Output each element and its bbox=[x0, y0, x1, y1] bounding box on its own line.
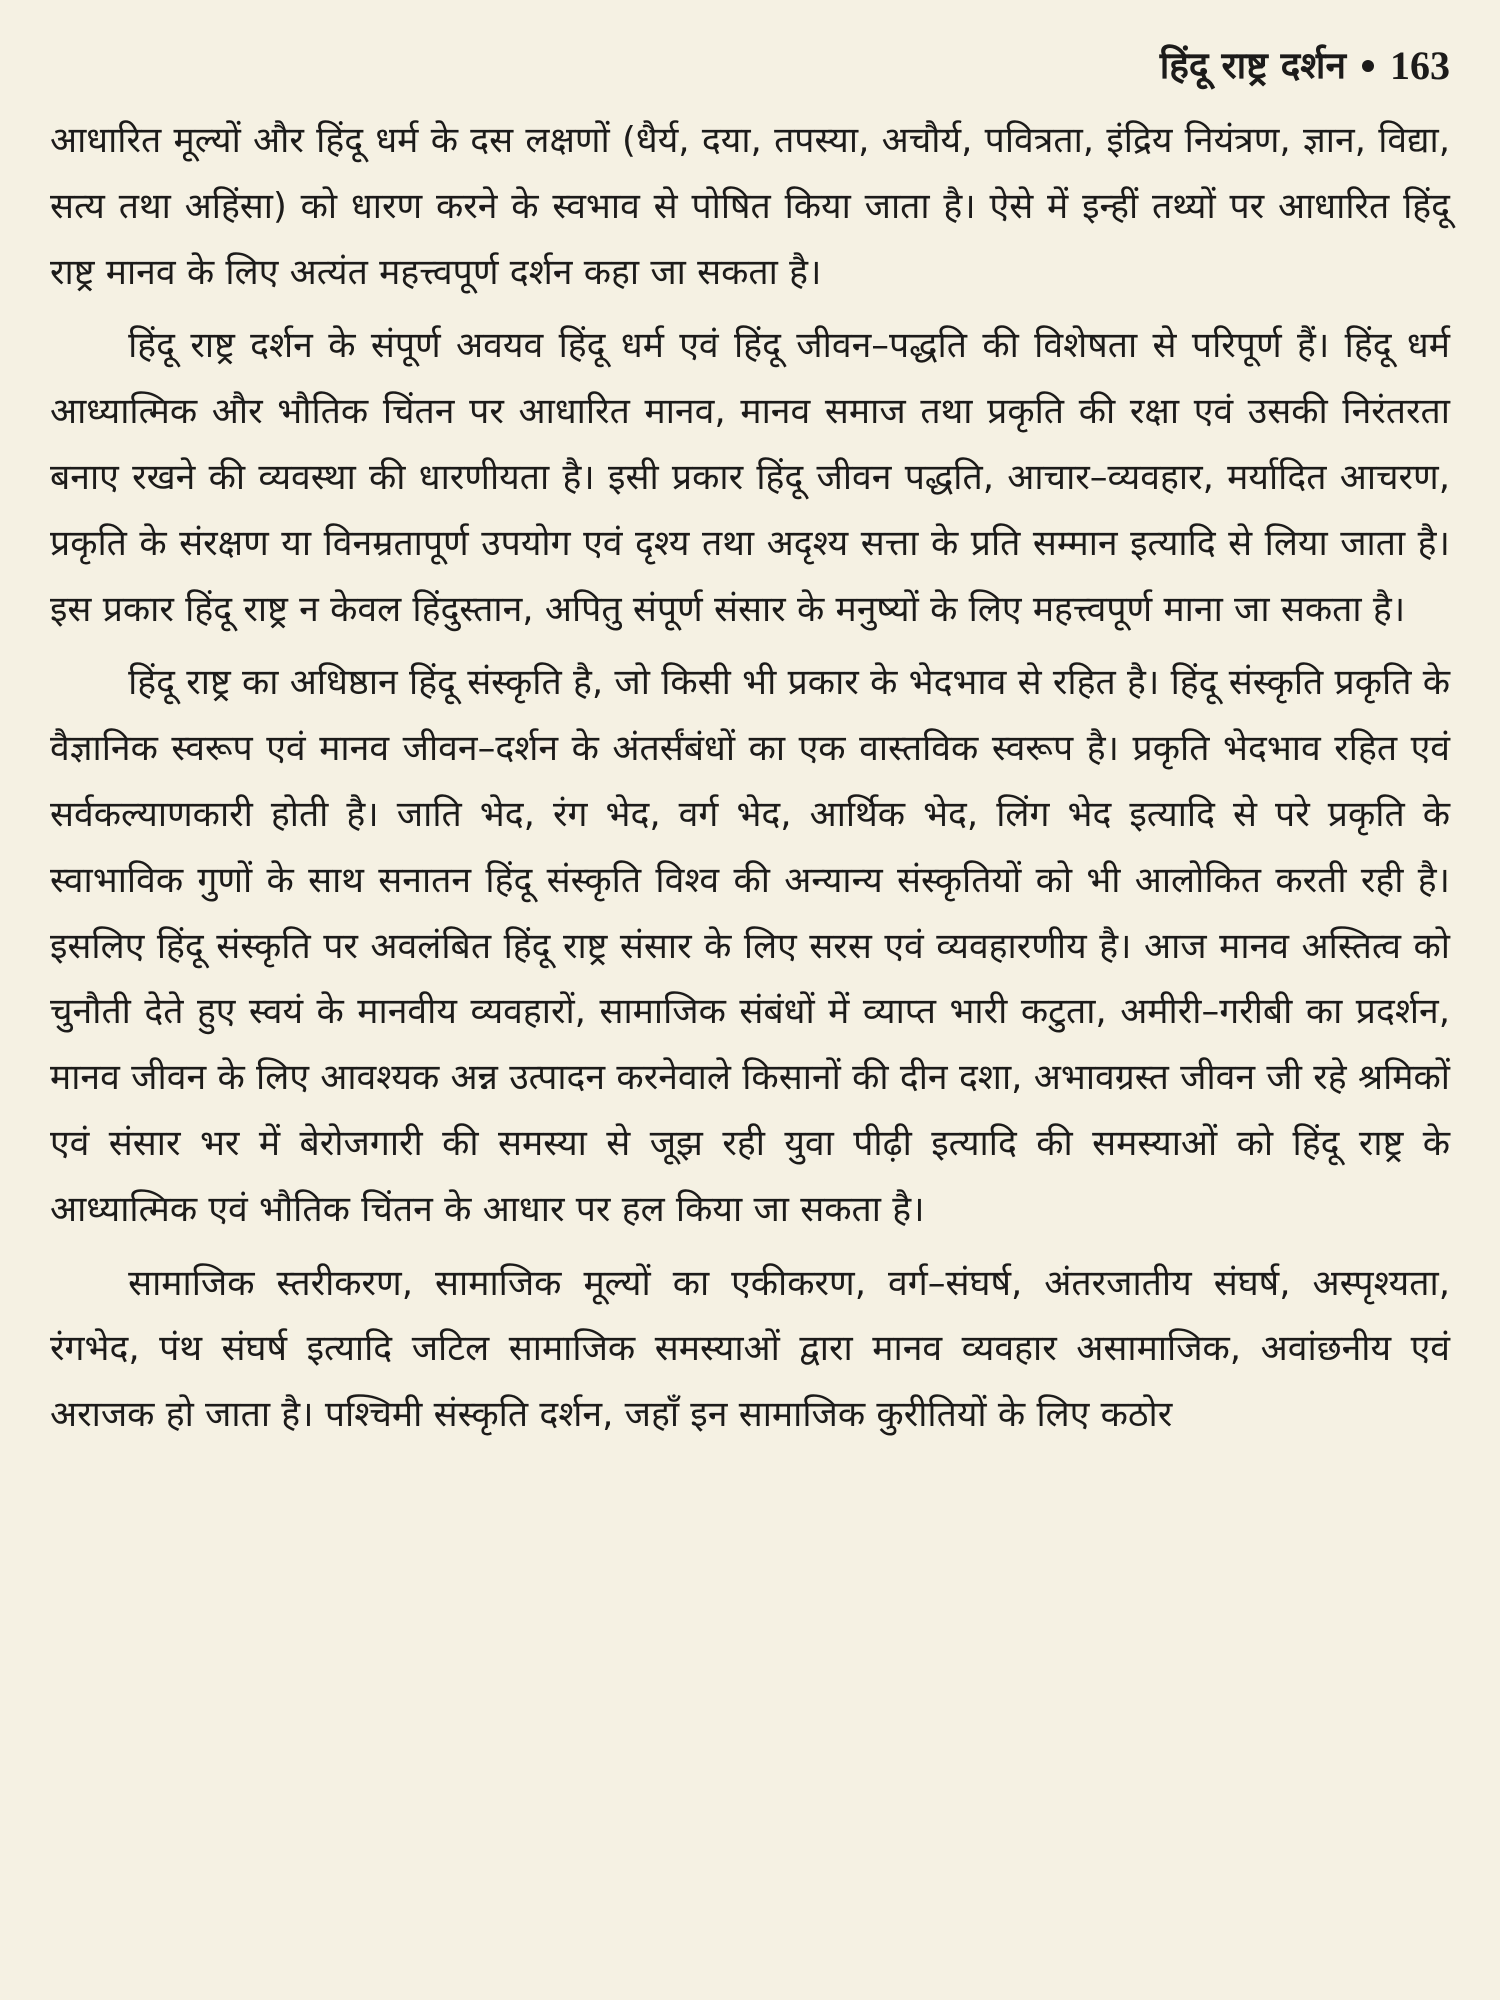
page-number: 163 bbox=[1390, 43, 1450, 88]
paragraph: सामाजिक स्तरीकरण, सामाजिक मूल्यों का एकीकरण, वर्ग–संघर्ष, अंतरजातीय संघर्ष, अस्पृश्यता, रंगभेद, पंथ संघर्ष इत्यादि जटिल सामाजिक समस्याओं द्वारा मानव व्यवहार असामाजिक, अवांछनीय एवं अराजक हो जाता है। पश्चिमी संस्कृति दर्शन, जहाँ इन सामाजिक कुरीतियों के लिए कठोर bbox=[50, 1262, 1450, 1436]
running-title: हिंदू राष्ट्र दर्शन bbox=[1159, 44, 1346, 87]
paragraph: हिंदू राष्ट्र दर्शन के संपूर्ण अवयव हिंदू धर्म एवं हिंदू जीवन–पद्धति की विशेषता से परिपूर्ण हैं। हिंदू धर्म आध्यात्मिक और भौतिक चिंतन पर आधारित मानव, मानव समाज तथा प्रकृति की रक्षा एवं उसकी निरंतरता बनाए रखने की व्यवस्था की धारणीयता है। इसी प्रकार हिंदू जीवन पद्धति, आचार–व्यवहार, मर्यादित आचरण, प्रकृति के संरक्षण या विनम्रतापूर्ण उपयोग एवं दृश्य तथा अदृश्य सत्ता के प्रति सम्मान इत्यादि से लिया जाता है। इस प्रकार हिंदू राष्ट्र न केवल हिंदुस्तान, अपितु संपूर्ण संसार के मनुष्यों के लिए महत्त्वपूर्ण माना जा सकता है। bbox=[50, 325, 1450, 630]
bullet-separator bbox=[1362, 60, 1374, 72]
body-text bbox=[50, 108, 1450, 1448]
paragraph: हिंदू राष्ट्र का अधिष्ठान हिंदू संस्कृति है, जो किसी भी प्रकार के भेदभाव से रहित है। हिंदू संस्कृति प्रकृति के वैज्ञानिक स्वरूप एवं मानव जीवन–दर्शन के अंतर्संबंधों का एक वास्तविक स्वरूप है। प्रकृति भेदभाव रहित एवं सर्वकल्याणकारी होती है। जाति भेद, रंग भेद, वर्ग भेद, आर्थिक भेद, लिंग भेद इत्यादि से परे प्रकृति के स्वाभाविक गुणों के साथ सनातन हिंदू संस्कृति विश्व की अन्यान्य संस्कृतियों को भी आलोकित करती रही है। इसलिए हिंदू संस्कृति पर अवलंबित हिंदू राष्ट्र संसार के लिए सरस एवं व्यवहारणीय है। आज मानव अस्तित्व को चुनौती देते हुए स्वयं के मानवीय व्यवहारों, सामाजिक संबंधों में व्याप्त भारी कटुता, अमीरी–गरीबी का प्रदर्शन, मानव जीवन के लिए आवश्यक अन्न उत्पादन करनेवाले किसानों की दीन दशा, अभावग्रस्त जीवन जी रहे श्रमिकों एवं संसार भर में बेरोजगारी की समस्या से जूझ रही युवा पीढ़ी इत्यादि की समस्याओं को हिंदू राष्ट्र के आध्यात्मिक एवं भौतिक चिंतन के आधार पर हल किया जा सकता है। bbox=[50, 662, 1450, 1230]
running-header bbox=[50, 38, 1450, 94]
paragraph-continued: आधारित मूल्यों और हिंदू धर्म के दस लक्षणों (धैर्य, दया, तपस्या, अचौर्य, पवित्रता, इंद्रिय नियंत्रण, ज्ञान, विद्या, सत्य तथा अहिंसा) को धारण करने के स्वभाव से पोषित किया जाता है। ऐसे में इन्हीं तथ्यों पर आधारित हिंदू राष्ट्र मानव के लिए अत्यंत महत्त्वपूर्ण दर्शन कहा जा सकता है। bbox=[50, 120, 1450, 293]
